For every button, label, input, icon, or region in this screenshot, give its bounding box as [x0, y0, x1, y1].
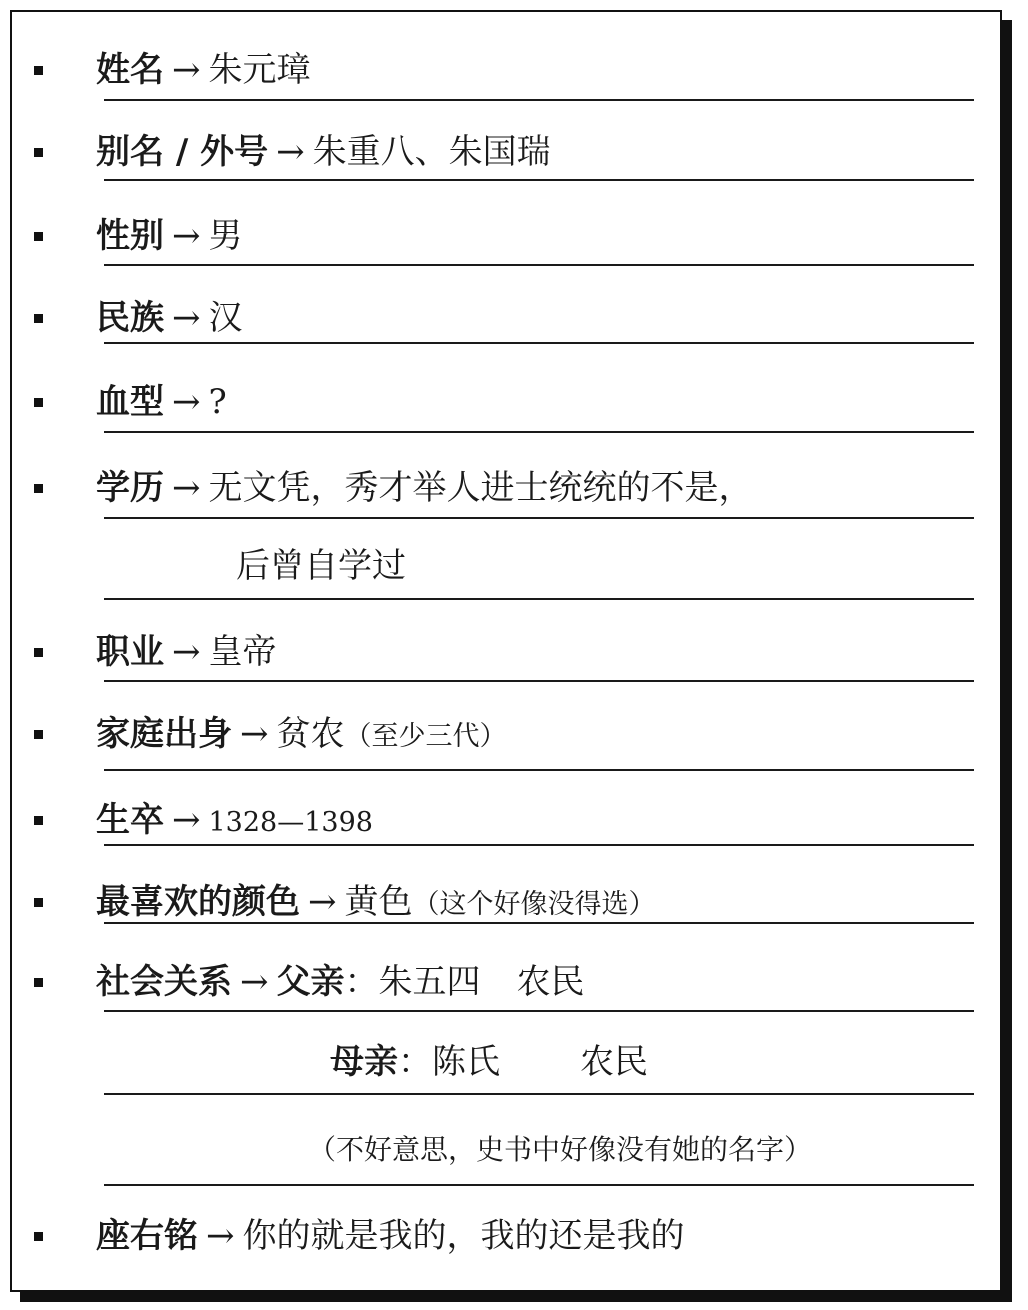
- alias-value: 朱重八、朱国瑞: [312, 132, 551, 172]
- underline: [104, 431, 974, 433]
- occupation-entry: [96, 632, 277, 672]
- motto-entry: [96, 1216, 685, 1256]
- favorite-color-value: 黄色: [344, 882, 413, 922]
- mother-colon: ：: [398, 1042, 432, 1082]
- bullet: [34, 66, 43, 75]
- father-name: 朱五四: [378, 962, 481, 1002]
- motto-value: 你的就是我的，我的还是我的: [242, 1216, 685, 1256]
- underline: [104, 342, 974, 344]
- bullet: [34, 148, 43, 157]
- favorite-color-entry: [96, 882, 656, 925]
- education-label: 学历: [96, 468, 164, 508]
- mother-note: （不好意思，史书中好像没有她的名字）: [308, 1133, 813, 1166]
- name-entry: [96, 50, 311, 90]
- alias-label: 别名 / 外号: [96, 132, 269, 172]
- family-background-entry: [96, 714, 507, 757]
- underline: [104, 922, 974, 924]
- bullet: [34, 484, 43, 493]
- row-occupation: [12, 624, 998, 680]
- row-education: [12, 460, 998, 516]
- blood-type-entry: [96, 382, 227, 422]
- bullet: [34, 978, 43, 987]
- underline: [104, 769, 974, 771]
- underline: [104, 179, 974, 181]
- name-label: 姓名: [96, 50, 164, 90]
- arrow: →: [276, 132, 305, 172]
- row-gender: [12, 208, 998, 264]
- row-name: [12, 42, 998, 98]
- mother-label: 母亲: [330, 1042, 398, 1082]
- gender-value: 男: [208, 216, 243, 256]
- arrow: →: [240, 714, 269, 754]
- bullet: [34, 1232, 43, 1241]
- gender-entry: [96, 216, 243, 256]
- father-label: 父亲: [276, 962, 345, 1002]
- bullet: [34, 232, 43, 241]
- arrow: →: [172, 632, 201, 672]
- row-family-background: [12, 706, 998, 762]
- name-value: 朱元璋: [208, 50, 311, 90]
- underline: [104, 1093, 974, 1095]
- family-background-value: 贫农: [276, 714, 345, 754]
- profile-card: [10, 10, 1002, 1292]
- lifespan-value: 1328—1398: [208, 807, 373, 838]
- underline: [104, 598, 974, 600]
- lifespan-entry: [96, 800, 373, 843]
- mother-entry: [330, 1042, 648, 1082]
- row-relations: [12, 954, 998, 1010]
- arrow: →: [172, 298, 201, 338]
- row-motto: [12, 1208, 998, 1264]
- education-value-continued: 后曾自学过: [236, 546, 406, 586]
- mother-job: 农民: [580, 1042, 648, 1082]
- lifespan-label: 生卒: [96, 800, 164, 840]
- ethnicity-entry: [96, 298, 243, 338]
- underline: [104, 680, 974, 682]
- arrow: →: [172, 216, 201, 256]
- family-background-label: 家庭出身: [96, 714, 232, 754]
- underline: [104, 99, 974, 101]
- arrow: →: [206, 1216, 235, 1256]
- row-blood-type: [12, 374, 998, 430]
- arrow: →: [240, 962, 269, 1002]
- underline: [104, 1010, 974, 1012]
- row-alias: [12, 124, 998, 180]
- father-job: 农民: [516, 962, 585, 1002]
- father-colon: ：: [344, 962, 379, 1002]
- bullet: [34, 898, 43, 907]
- relations-entry: [96, 962, 585, 1002]
- motto-label: 座右铭: [96, 1216, 198, 1256]
- arrow: →: [172, 468, 201, 508]
- underline: [104, 1184, 974, 1186]
- ethnicity-value: 汉: [208, 298, 243, 338]
- mother-name: 陈氏: [432, 1042, 500, 1082]
- row-ethnicity: [12, 290, 998, 346]
- occupation-value: 皇帝: [208, 632, 277, 672]
- arrow: →: [308, 882, 337, 922]
- underline: [104, 264, 974, 266]
- gender-label: 性别: [96, 216, 164, 256]
- favorite-color-label: 最喜欢的颜色: [96, 882, 300, 922]
- arrow: →: [172, 382, 201, 422]
- bullet: [34, 398, 43, 407]
- bullet: [34, 314, 43, 323]
- arrow: →: [172, 800, 201, 840]
- education-value: 无文凭，秀才举人进士统统的不是，: [208, 468, 753, 508]
- underline: [104, 844, 974, 846]
- bullet: [34, 816, 43, 825]
- blood-type-label: 血型: [96, 382, 164, 422]
- row-lifespan: [12, 792, 998, 848]
- relations-label: 社会关系: [96, 962, 232, 1002]
- education-entry: [96, 468, 753, 508]
- family-background-note: （至少三代）: [344, 721, 507, 752]
- bullet: [34, 730, 43, 739]
- underline: [104, 517, 974, 519]
- bullet: [34, 648, 43, 657]
- alias-entry: [96, 132, 551, 172]
- favorite-color-note: （这个好像没得选）: [412, 889, 656, 920]
- occupation-label: 职业: [96, 632, 164, 672]
- arrow: →: [172, 50, 201, 90]
- blood-type-value: ?: [208, 382, 227, 422]
- ethnicity-label: 民族: [96, 298, 164, 338]
